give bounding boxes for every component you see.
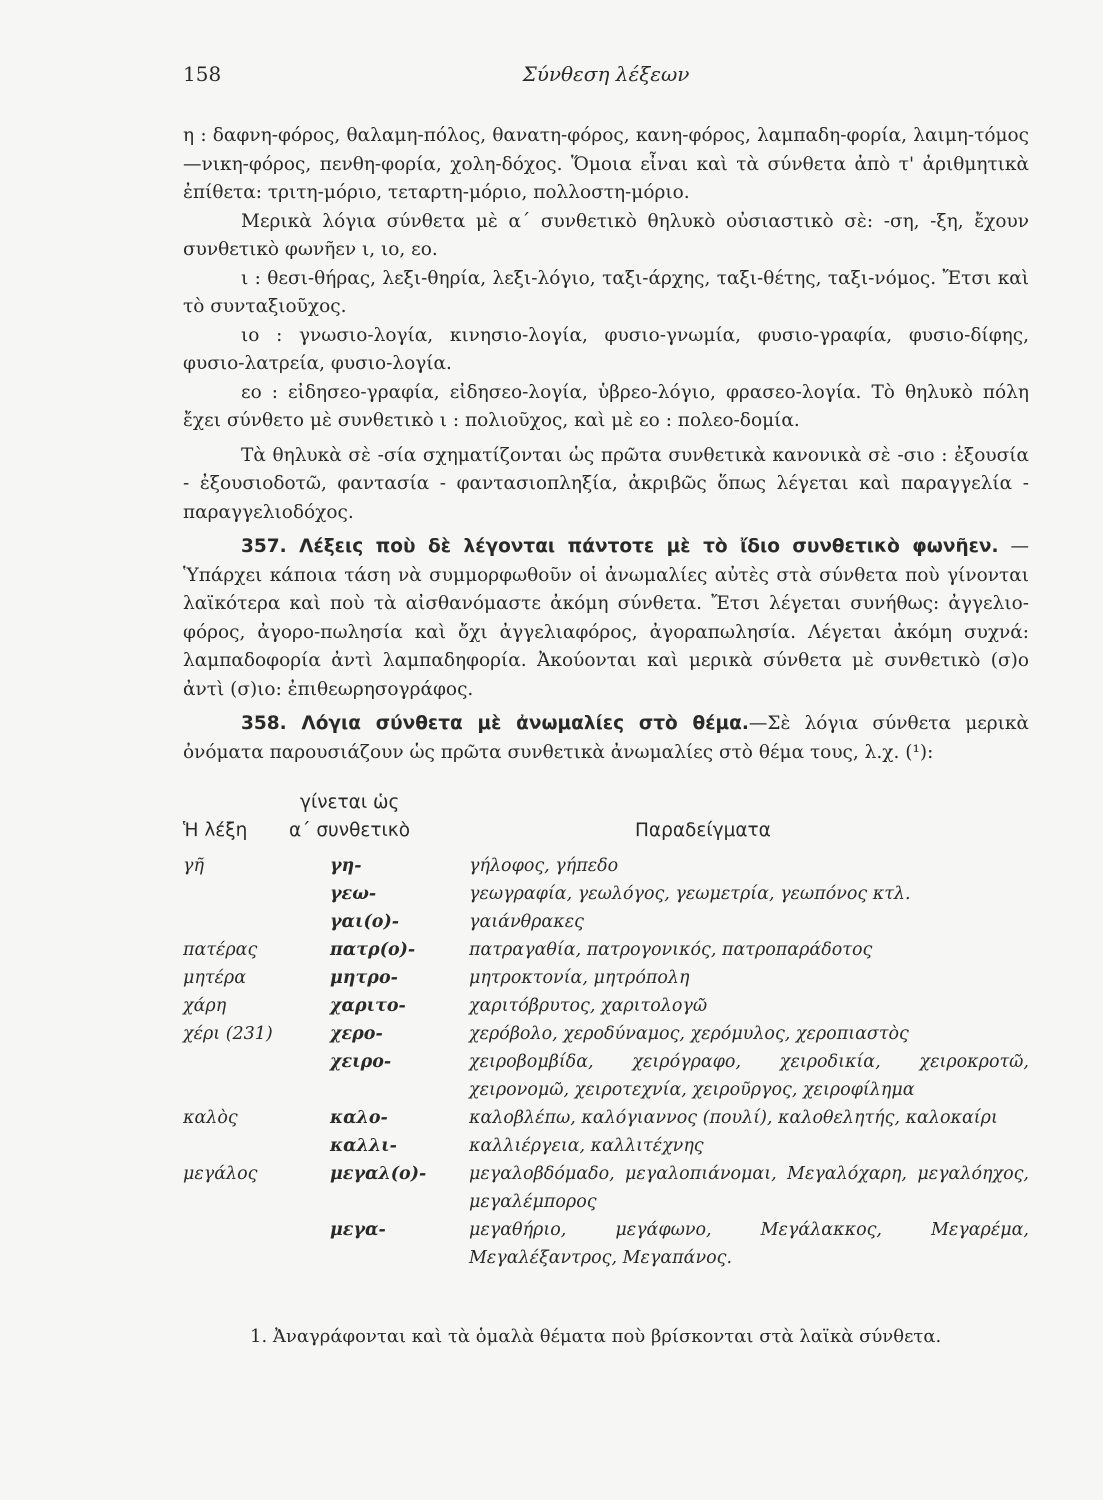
table-header (183, 792, 1029, 852)
row-word: χάρη (183, 996, 227, 1016)
row-examples: χαριτόβρυτος, χαριτολογῶ (469, 996, 708, 1016)
table-row (183, 908, 1029, 936)
page-header (183, 62, 1029, 92)
row-examples: γεωγραφία, γεωλόγος, γεωμετρία, γεωπόνος κτλ. (469, 884, 911, 904)
table-row (183, 880, 1029, 908)
row-stem: πατρ(ο)- (330, 940, 416, 960)
row-stem: χερο- (330, 1024, 383, 1044)
row-stem: γη- (330, 856, 362, 876)
row-stem: γαι(ο)- (330, 912, 399, 932)
page-number: 158 (183, 62, 222, 86)
row-examples: μεγαλοβδόμαδο, μεγαλοπιάνομαι, Μεγαλόχαρη, μεγαλόηχος, μεγαλέμπορος (469, 1164, 1029, 1212)
row-examples: χερόβολο, χεροδύναμος, χερόμυλος, χεροπιαστὸς (469, 1024, 909, 1044)
row-word: καλὸς (183, 1108, 238, 1128)
table-body (183, 852, 1029, 1272)
section-357 (183, 533, 1029, 704)
row-examples: καλλιέργεια, καλλιτέχνης (469, 1136, 704, 1156)
table-row (183, 992, 1029, 1020)
row-stem: μεγα- (330, 1220, 386, 1240)
row-stem: καλο- (330, 1108, 388, 1128)
table-row (183, 1104, 1029, 1132)
section-358-text: —Σὲ λόγια σύνθετα μερικὰ ὀνόματα παρουσιάζουν ὡς πρῶτα συνθετικὰ ἀνωμαλίες στὸ θέμα τους, λ.χ. (¹): (183, 713, 1029, 763)
section-358 (183, 710, 1029, 767)
section-358-heading: 358. Λόγια σύνθετα μὲ ἀνωμαλίες στὸ θέμα. (241, 713, 749, 734)
table-row (183, 852, 1029, 880)
row-stem: μεγαλ(ο)- (330, 1164, 427, 1184)
table-row (183, 1048, 1029, 1104)
table-row (183, 1160, 1029, 1216)
table-row (183, 964, 1029, 992)
footnote: 1. Ἀναγράφονται καὶ τὰ ὁμαλὰ θέματα ποὺ βρίσκονται στὰ λαϊκὰ σύνθετα. (250, 1326, 942, 1347)
row-examples: γαιάνθρακες (469, 912, 584, 932)
row-stem: καλλι- (330, 1136, 397, 1156)
main-text (183, 122, 1029, 767)
section-357-text: — Ὑπάρχει κάποια τάση νὰ συμμορφωθοῦν οἱ ἀνωμαλίες αὐτὲς στὰ σύνθετα ποὺ γίνονται λαϊκότερα καὶ ποὺ τὰ αἰσθανόμαστε ἀκόμη σύνθετα. Ἔτσι λέγεται συνήθως: ἀγγελιο-φόρος, ἀγορο-πωλησία καὶ ὄχι ἀγγελιαφόρος, ἀγοραπωλησία. Λέγεται ἀκόμη συχνά: λαμπαδοφορία ἀντὶ λαμπαδηφορία. Ἀκούονται καὶ μερικὰ σύνθετα μὲ συνθετικὸ (σ)ο ἀντὶ (σ)ιο: ἐπιθεωρησογράφος. (183, 536, 1029, 700)
table-row (183, 936, 1029, 964)
col-examples-header: Παραδείγματα (635, 820, 771, 841)
row-word: μεγάλος (183, 1164, 258, 1184)
paragraph-eo: εο : εἰδησεο-γραφία, εἰδησεο-λογία, ὑβρεο-λόγιο, φρασεο-λογία. Τὸ θηλυκὸ πόλη ἔχει σύνθετο μὲ συνθετικὸ ι : πολιοῦχος, καὶ μὲ εο : πολεο-δομία. (183, 381, 1029, 431)
stem-table (183, 792, 1029, 1272)
row-stem: μητρο- (330, 968, 398, 988)
row-stem: χαριτο- (330, 996, 406, 1016)
row-examples: μητροκτονία, μητρόπολη (469, 968, 690, 988)
row-word: γῆ (183, 856, 204, 876)
row-stem: γεω- (330, 884, 377, 904)
col-stem-header-line1: γίνεται ὡς (300, 792, 400, 813)
row-word: μητέρα (183, 968, 247, 988)
table-row (183, 1216, 1029, 1272)
row-examples: πατραγαθία, πατρογονικός, πατροπαράδοτος (469, 940, 873, 960)
running-title: Σύνθεση λέξεων (522, 62, 690, 86)
row-word: χέρι (231) (183, 1024, 273, 1044)
paragraph-io: ιο : γνωσιο-λογία, κινησιο-λογία, φυσιο-γνωμία, φυσιο-γραφία, φυσιο-δίφης, φυσιο-λατρεία, φυσιο-λογία. (183, 324, 1029, 374)
paragraph-feminine-compounds: Μερικὰ λόγια σύνθετα μὲ α΄ συνθετικὸ θηλυκὸ οὐσιαστικὸ σὲ: -ση, -ξη, ἔχουν συνθετικὸ φωνῆεν ι, ιο, εο. (183, 210, 1029, 260)
paragraph-sia: Τὰ θηλυκὰ σὲ -σία σχηματίζονται ὡς πρῶτα συνθετικὰ κανονικὰ σὲ -σιο : ἐξουσία - ἐξουσιοδοτῶ, φαντασία - φαντασιοπληξία, ἀκριβῶς ὅπως λέγεται καὶ παραγγελία - παραγγελιοδόχος. (183, 444, 1029, 523)
row-examples: μεγαθήριο, μεγάφωνο, Μεγάλακκος, Μεγαρέμα, Μεγαλέξαντρος, Μεγαπάνος. (469, 1220, 1029, 1268)
row-examples: γήλοφος, γήπεδο (469, 856, 619, 876)
paragraph-iota: ι : θεσι-θήρας, λεξι-θηρία, λεξι-λόγιο, ταξι-άρχης, ταξι-θέτης, ταξι-νόμος. Ἔτσι καὶ τὸ συνταξιοῦχος. (183, 267, 1029, 317)
row-examples: χειροβομβίδα, χειρόγραφο, χειροδικία, χειροκροτῶ, χειρονομῶ, χειροτεχνία, χειροῦργος, χειροφίλημα (469, 1052, 1029, 1100)
table-row (183, 1020, 1029, 1048)
col-word-header: Ἡ λέξη (183, 820, 248, 841)
paragraph-eta: η : δαφνη-φόρος, θαλαμη-πόλος, θανατη-φόρος, κανη-φόρος, λαμπαδη-φορία, λαιμη-τόμος—νικη-φόρος, πενθη-φορία, χολη-δόχος. Ὅμοια εἶναι καὶ τὰ σύνθετα ἀπὸ τ' ἀριθμητικὰ ἐπίθετα: τριτη-μόριο, τεταρτη-μόριο, πολλοστη-μόριο. (183, 125, 1029, 203)
table-row (183, 1132, 1029, 1160)
row-stem: χειρο- (330, 1052, 392, 1072)
col-stem-header-line2: α΄ συνθετικὸ (289, 820, 411, 841)
section-357-heading: 357. Λέξεις ποὺ δὲ λέγονται πάντοτε μὲ τὸ ἴδιο συνθετικὸ φωνῆεν. (241, 536, 999, 557)
row-word: πατέρας (183, 940, 258, 960)
row-examples: καλοβλέπω, καλόγιαννος (πουλί), καλοθελητής, καλοκαίρι (469, 1108, 998, 1128)
